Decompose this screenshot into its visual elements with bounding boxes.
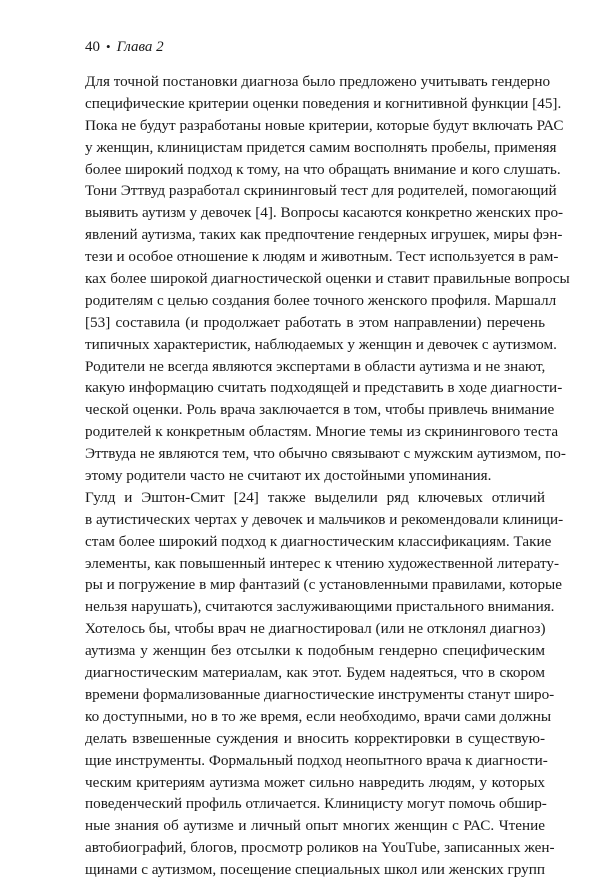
text-line: Гулд и Эштон-Смит [24] также выделили ряд ключевых отличий [85,488,545,506]
running-head [85,38,164,56]
text-line: диагностическим материалам, как этот. Будем надеяться, что в скором [85,664,545,682]
text-line: ках более широкой диагностической оценки и ставит правильные вопросы [85,270,570,288]
text-line: Пока не будут разработаны новые критерии, которые будут включать РАС [85,116,564,134]
bullet-separator: • [106,39,111,54]
text-line: щие инструменты. Формальный подход неопытного врача к диагности- [85,751,548,769]
text-line: элементы, как повышенный интерес к чтению художественной литерату- [85,554,560,572]
text-line: нельзя нарушать), считаются заслуживающими пристального внимания. [85,598,555,616]
text-line: ческим критериям аутизма может сильно навредить людям, у которых [85,773,545,791]
text-line: более широкий подход к тому, на что обращать внимание и кого слушать. [85,160,561,178]
text-line: этому родители часто не считают их достойными упоминания. [85,467,492,485]
text-line: в аутистических чертах у девочек и мальчиков и рекомендовали клиници- [85,510,564,528]
text-line: Родители не всегда являются экспертами в области аутизма и не знают, [85,357,546,375]
text-line: специфические критерии оценки поведения и когнитивной функции [45]. [85,94,562,112]
text-line: аутизма у женщин без отсылки к подобным гендерно специфическим [85,642,545,660]
text-line: автобиографий, блогов, просмотр роликов на YouTube, записанных жен- [85,839,555,857]
text-line: Для точной постановки диагноза было предложено учитывать гендерно [85,73,551,90]
text-line: Тони Эттвуд разработал скрининговый тест для родителей, помогающий [85,182,557,200]
text-line: тези и особое отношение к людям и животным. Тест используется в рам- [85,248,559,266]
text-line: поведенческий профиль отличается. Клиницисту могут помочь обшир- [85,795,547,813]
text-line: Эттвуда не являются тем, что обычно связывают с мужским аутизмом, по- [85,445,566,463]
text-line: родителям с целью создания более точного женского профиля. Маршалл [85,291,557,309]
body-text [85,71,570,881]
paragraph-1 [85,71,570,487]
text-line: типичных характеристик, наблюдаемых у женщин и девочек с аутизмом. [85,335,557,353]
text-line: выявить аутизм у девочек [4]. Вопросы касаются конкретно женских про- [85,204,564,222]
text-line: какую информацию считать подходящей и представить в ходе диагности- [85,379,563,397]
text-line: родителей к конкретным областям. Многие темы из скринингового теста [85,423,559,441]
paragraph-2 [85,487,564,881]
text-line: делать взвешенные суждения и вносить корректировки в существую- [85,729,545,747]
text-line: Хотелось бы, чтобы врач не диагностировал (или не отклонял диагноз) [85,620,546,638]
text-line: явлений аутизма, таких как предпочтение гендерных игрушек, миры фэн- [85,226,563,244]
chapter-title: Глава 2 [116,39,164,55]
text-line: ко доступными, но в то же время, если необходимо, врачи сами должны [85,707,552,725]
text-line: ные знания об аутизме и личный опыт многих женщин с РАС. Чтение [85,817,545,835]
text-line: стам более широкий подход к диагностическим классификациям. Такие [85,532,552,550]
page-number: 40 [85,39,100,55]
text-line: щинами с аутизмом, посещение специальных школ или женских групп [85,861,545,879]
text-line: ры и погружение в мир фантазий (с установленными правилами, которые [85,576,562,594]
text-line: времени формализованные диагностические инструменты станут широ- [85,685,555,703]
text-line: у женщин, клиницистам придется самим восполнять пробелы, применяя [85,138,557,156]
text-line: [53] составила (и продолжает работать в этом направлении) перечень [85,313,545,331]
text-line: ческой оценки. Роль врача заключается в том, чтобы привлечь внимание [85,401,555,419]
